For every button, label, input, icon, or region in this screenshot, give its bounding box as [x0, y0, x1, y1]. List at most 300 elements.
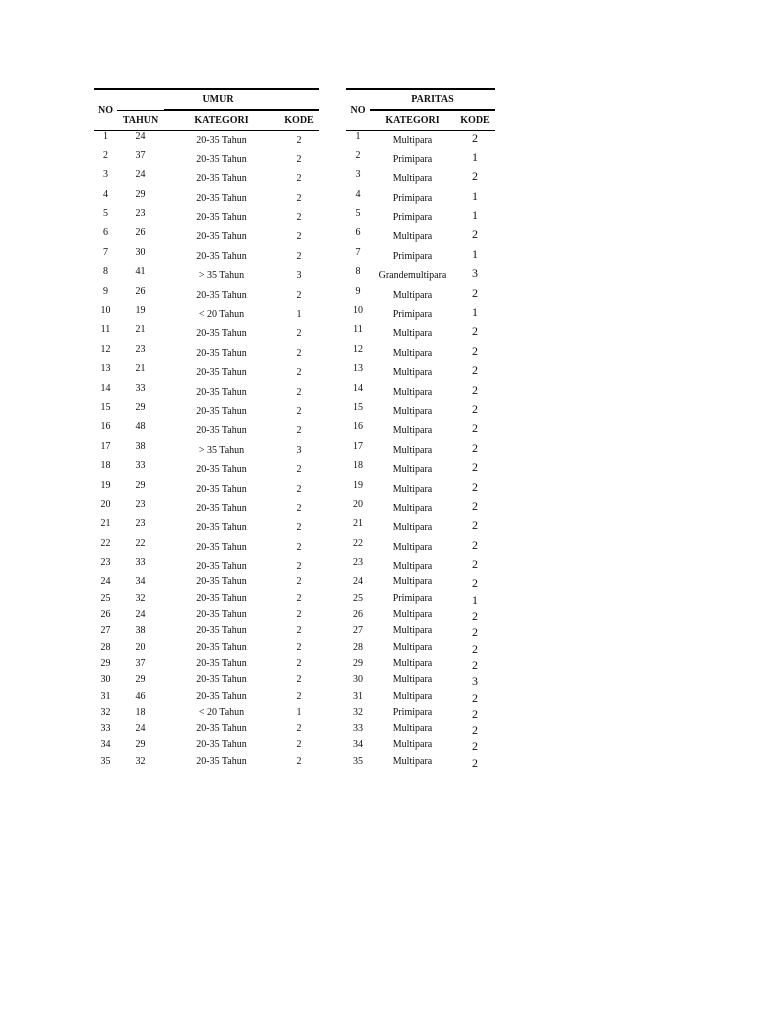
row-no-cell: 21 [100, 518, 111, 530]
row-kategori-cell: 20-35 Tahun [196, 657, 247, 669]
table-row [94, 344, 319, 363]
table-row [346, 642, 495, 658]
row-tahun-cell: 21 [135, 363, 146, 375]
row-kode-cell: 2 [472, 382, 478, 397]
row-no-cell: 18 [100, 460, 111, 472]
row-tahun-cell: 23 [135, 208, 146, 220]
row-kategori-cell: Primipara [392, 250, 433, 262]
row-tahun-cell: 26 [135, 227, 146, 239]
umur-no-header: NO [94, 89, 117, 131]
row-no-cell: 11 [100, 324, 111, 336]
row-kode-cell: 2 [472, 537, 478, 552]
row-kode-cell: 2 [296, 625, 302, 637]
table-row [94, 266, 319, 285]
row-kategori-cell: 20-35 Tahun [196, 425, 247, 437]
table-row [346, 625, 495, 641]
table-row [94, 383, 319, 402]
row-no-cell: 5 [103, 208, 108, 220]
table-row [94, 324, 319, 343]
row-kode-cell: 3 [472, 266, 478, 281]
table-row [94, 169, 319, 188]
row-no-cell: 10 [353, 305, 363, 317]
table-row [346, 247, 495, 266]
row-no-cell: 29 [100, 657, 111, 669]
row-kode-cell: 2 [472, 755, 478, 770]
row-kategori-cell: 20-35 Tahun [196, 367, 247, 379]
umur-table [94, 88, 319, 772]
row-kode-cell: 1 [296, 309, 302, 321]
row-kode-cell: 2 [296, 641, 302, 653]
row-kategori-cell: 20-35 Tahun [196, 464, 247, 476]
row-no-cell: 8 [355, 266, 361, 278]
table-row [94, 247, 319, 266]
row-kategori-cell: 20-35 Tahun [196, 192, 247, 204]
row-kode-cell: 2 [296, 212, 302, 224]
row-kategori-cell: 20-35 Tahun [196, 723, 247, 735]
row-no-cell: 35 [100, 755, 111, 767]
row-tahun-cell: 20 [135, 641, 146, 653]
row-no-cell: 28 [100, 641, 111, 653]
row-no-cell: 7 [355, 246, 361, 258]
table-row [346, 421, 495, 440]
row-kategori-cell: Multipara [392, 231, 433, 243]
row-kategori-cell: 20-35 Tahun [196, 289, 247, 301]
umur-kode-header: KODE [279, 110, 319, 131]
row-kode-cell: 2 [472, 285, 478, 300]
row-kategori-cell: Multipara [392, 386, 433, 398]
row-kategori-cell: 20-35 Tahun [196, 674, 247, 686]
row-kategori-cell: 20-35 Tahun [196, 405, 247, 417]
row-no-cell: 9 [355, 285, 361, 297]
row-tahun-cell: 32 [135, 592, 146, 604]
row-no-cell: 16 [100, 421, 111, 433]
row-no-cell: 33 [100, 723, 111, 735]
row-no-cell: 32 [353, 706, 363, 718]
row-kategori-cell: Multipara [392, 464, 433, 476]
row-kategori-cell: 20-35 Tahun [196, 690, 247, 702]
table-row [346, 169, 495, 188]
table-row [94, 609, 319, 625]
row-no-cell: 7 [103, 246, 108, 258]
row-kode-cell: 2 [472, 641, 478, 656]
row-kode-cell: 2 [472, 690, 478, 705]
row-no-cell: 26 [353, 609, 363, 621]
row-kategori-cell: 20-35 Tahun [196, 561, 247, 573]
table-row [346, 658, 495, 674]
umur-tahun-header: TAHUN [117, 110, 164, 131]
table-row [346, 707, 495, 723]
row-kategori-cell: Multipara [392, 657, 433, 669]
row-kategori-cell: Multipara [392, 739, 433, 751]
row-kode-cell: 2 [472, 657, 478, 672]
row-kategori-cell: Multipara [392, 522, 433, 534]
table-row [346, 609, 495, 625]
row-kode-cell: 3 [296, 270, 302, 282]
row-kategori-cell: Multipara [392, 444, 433, 456]
row-kategori-cell: 20-35 Tahun [196, 483, 247, 495]
row-tahun-cell: 21 [135, 324, 146, 336]
table-row [346, 305, 495, 324]
row-kategori-cell: > 35 Tahun [198, 270, 245, 282]
row-kategori-cell: 20-35 Tahun [196, 250, 247, 262]
table-row [94, 691, 319, 707]
table-row [346, 286, 495, 305]
row-no-cell: 33 [353, 723, 363, 735]
row-tahun-cell: 29 [135, 401, 146, 413]
row-no-cell: 30 [100, 674, 111, 686]
row-no-cell: 13 [353, 363, 363, 375]
row-no-cell: 3 [103, 169, 108, 181]
row-kode-cell: 2 [472, 557, 478, 572]
row-no-cell: 19 [353, 479, 363, 491]
table-row [346, 441, 495, 460]
row-kategori-cell: 20-35 Tahun [196, 541, 247, 553]
table-row [94, 674, 319, 690]
row-no-cell: 15 [100, 401, 111, 413]
row-kode-cell: 2 [472, 576, 478, 591]
row-kategori-cell: Multipara [392, 576, 433, 588]
table-row [346, 150, 495, 169]
umur-group-header: UMUR [117, 89, 319, 110]
table-row [94, 658, 319, 674]
row-kategori-cell: > 35 Tahun [198, 444, 245, 456]
row-no-cell: 9 [103, 285, 108, 297]
row-kategori-cell: Primipara [392, 153, 433, 165]
table-row [346, 723, 495, 739]
row-no-cell: 24 [100, 576, 111, 588]
row-kode-cell: 2 [472, 440, 478, 455]
row-no-cell: 15 [353, 401, 363, 413]
row-kode-cell: 2 [472, 460, 478, 475]
table-row [346, 344, 495, 363]
table-row [94, 402, 319, 421]
row-no-cell: 1 [355, 131, 361, 142]
table-row [346, 739, 495, 755]
table-row [346, 538, 495, 557]
row-kode-cell: 2 [472, 498, 478, 513]
row-no-cell: 8 [103, 266, 108, 278]
table-row [94, 625, 319, 641]
umur-kategori-header: KATEGORI [164, 110, 279, 131]
row-no-cell: 34 [100, 739, 111, 751]
row-tahun-cell: 29 [135, 739, 146, 751]
row-tahun-cell: 33 [135, 382, 146, 394]
table-row [94, 593, 319, 609]
row-kode-cell: 2 [472, 324, 478, 339]
row-no-cell: 30 [353, 674, 363, 686]
row-no-cell: 26 [100, 609, 111, 621]
row-kategori-cell: Multipara [392, 625, 433, 637]
row-kode-cell: 2 [296, 723, 302, 735]
row-kode-cell: 2 [472, 227, 478, 242]
row-kategori-cell: 20-35 Tahun [196, 502, 247, 514]
row-kategori-cell: 20-35 Tahun [196, 592, 247, 604]
table-row [94, 739, 319, 755]
table-row [346, 131, 495, 150]
table-row [94, 189, 319, 208]
table-row [94, 723, 319, 739]
row-tahun-cell: 46 [135, 690, 146, 702]
row-kode-cell: 2 [472, 723, 478, 738]
row-kategori-cell: < 20 Tahun [198, 706, 245, 718]
row-kode-cell: 2 [472, 131, 478, 145]
row-kategori-cell: Multipara [392, 405, 433, 417]
row-kode-cell: 2 [472, 518, 478, 533]
row-tahun-cell: 23 [135, 498, 146, 510]
row-tahun-cell: 22 [135, 537, 146, 549]
paritas-group-header: PARITAS [370, 89, 495, 110]
row-no-cell: 14 [353, 382, 363, 394]
row-no-cell: 25 [100, 592, 111, 604]
row-kategori-cell: Multipara [392, 561, 433, 573]
row-no-cell: 22 [353, 537, 363, 549]
row-no-cell: 24 [353, 576, 363, 588]
table-row [346, 756, 495, 772]
row-tahun-cell: 30 [135, 246, 146, 258]
row-kode-cell: 2 [472, 343, 478, 358]
paritas-kode-header: KODE [455, 110, 495, 131]
row-kategori-cell: Multipara [392, 347, 433, 359]
row-kode-cell: 2 [296, 367, 302, 379]
row-kode-cell: 2 [472, 421, 478, 436]
table-row [94, 557, 319, 576]
row-no-cell: 4 [103, 188, 108, 200]
row-kode-cell: 2 [472, 169, 478, 184]
table-row [346, 593, 495, 609]
row-kode-cell: 3 [472, 674, 478, 689]
table-row [94, 707, 319, 723]
table-row [94, 518, 319, 537]
row-tahun-cell: 26 [135, 285, 146, 297]
row-tahun-cell: 18 [135, 706, 146, 718]
table-row [346, 402, 495, 421]
row-tahun-cell: 23 [135, 343, 146, 355]
row-no-cell: 11 [353, 324, 363, 336]
row-kode-cell: 2 [296, 609, 302, 621]
row-kategori-cell: Multipara [392, 173, 433, 185]
row-no-cell: 5 [355, 208, 361, 220]
row-kode-cell: 2 [296, 192, 302, 204]
table-row [346, 480, 495, 499]
row-kode-cell: 3 [296, 444, 302, 456]
table-row [94, 576, 319, 592]
row-kode-cell: 2 [296, 425, 302, 437]
row-kategori-cell: Multipara [392, 328, 433, 340]
row-kode-cell: 2 [296, 483, 302, 495]
row-kode-cell: 2 [296, 135, 302, 146]
row-no-cell: 6 [355, 227, 361, 239]
row-kode-cell: 2 [296, 386, 302, 398]
row-kode-cell: 2 [472, 479, 478, 494]
row-kategori-cell: 20-35 Tahun [196, 576, 247, 588]
row-tahun-cell: 37 [135, 657, 146, 669]
row-no-cell: 23 [353, 557, 363, 569]
row-tahun-cell: 34 [135, 576, 146, 588]
row-no-cell: 25 [353, 592, 363, 604]
row-kategori-cell: 20-35 Tahun [196, 739, 247, 751]
table-row [94, 642, 319, 658]
row-no-cell: 19 [100, 479, 111, 491]
row-kode-cell: 1 [296, 706, 302, 718]
row-kategori-cell: 20-35 Tahun [196, 625, 247, 637]
row-kode-cell: 2 [472, 625, 478, 640]
row-kategori-cell: Multipara [392, 641, 433, 653]
row-kategori-cell: 20-35 Tahun [196, 328, 247, 340]
row-kode-cell: 2 [296, 674, 302, 686]
table-row [94, 208, 319, 227]
row-no-cell: 12 [353, 343, 363, 355]
row-tahun-cell: 37 [135, 149, 146, 161]
row-no-cell: 31 [100, 690, 111, 702]
table-row [94, 286, 319, 305]
row-no-cell: 29 [353, 657, 363, 669]
row-no-cell: 22 [100, 537, 111, 549]
row-kategori-cell: Multipara [392, 483, 433, 495]
row-no-cell: 1 [103, 131, 108, 142]
table-row [94, 131, 319, 150]
table-row [346, 208, 495, 227]
row-kode-cell: 2 [296, 592, 302, 604]
table-row [346, 460, 495, 479]
table-row [94, 227, 319, 246]
row-kode-cell: 1 [472, 149, 478, 164]
table-row [94, 363, 319, 382]
row-kategori-cell: 20-35 Tahun [196, 135, 247, 146]
row-no-cell: 17 [353, 440, 363, 452]
table-row [346, 576, 495, 592]
row-kode-cell: 2 [296, 755, 302, 767]
row-kategori-cell: Multipara [392, 502, 433, 514]
row-no-cell: 20 [100, 498, 111, 510]
row-kode-cell: 2 [296, 328, 302, 340]
row-no-cell: 32 [100, 706, 111, 718]
row-no-cell: 2 [355, 149, 361, 161]
row-no-cell: 31 [353, 690, 363, 702]
row-kode-cell: 2 [296, 250, 302, 262]
paritas-kategori-header: KATEGORI [370, 110, 455, 131]
row-kategori-cell: Primipara [392, 192, 433, 204]
row-kategori-cell: Primipara [392, 706, 433, 718]
table-row [94, 756, 319, 772]
row-no-cell: 35 [353, 755, 363, 767]
row-kode-cell: 2 [296, 464, 302, 476]
table-row [94, 305, 319, 324]
row-tahun-cell: 38 [135, 625, 146, 637]
row-kode-cell: 2 [472, 609, 478, 624]
table-row [346, 518, 495, 537]
row-kode-cell: 2 [472, 401, 478, 416]
table-row [94, 538, 319, 557]
row-no-cell: 6 [103, 227, 108, 239]
row-no-cell: 4 [355, 188, 361, 200]
row-kategori-cell: Multipara [392, 135, 433, 146]
row-tahun-cell: 32 [135, 755, 146, 767]
row-kode-cell: 2 [472, 363, 478, 378]
row-no-cell: 3 [355, 169, 361, 181]
row-kategori-cell: Primipara [392, 592, 433, 604]
row-kategori-cell: 20-35 Tahun [196, 231, 247, 243]
row-kode-cell: 1 [472, 188, 478, 203]
row-tahun-cell: 33 [135, 557, 146, 569]
row-no-cell: 12 [100, 343, 111, 355]
paritas-table [346, 88, 495, 772]
table-row [94, 421, 319, 440]
table-row [346, 383, 495, 402]
row-tahun-cell: 24 [135, 609, 146, 621]
row-no-cell: 18 [353, 460, 363, 472]
row-no-cell: 14 [100, 382, 111, 394]
row-no-cell: 34 [353, 739, 363, 751]
row-tahun-cell: 29 [135, 479, 146, 491]
row-tahun-cell: 41 [135, 266, 146, 278]
row-kategori-cell: Multipara [392, 541, 433, 553]
row-tahun-cell: 38 [135, 440, 146, 452]
table-row [94, 150, 319, 169]
table-row [346, 227, 495, 246]
row-kategori-cell: 20-35 Tahun [196, 609, 247, 621]
row-kode-cell: 2 [296, 502, 302, 514]
row-kategori-cell: Grandemultipara [378, 270, 447, 282]
paritas-rows [346, 131, 495, 773]
row-kode-cell: 2 [296, 739, 302, 751]
row-no-cell: 16 [353, 421, 363, 433]
row-tahun-cell: 29 [135, 674, 146, 686]
row-kategori-cell: < 20 Tahun [198, 309, 245, 321]
table-row [94, 441, 319, 460]
row-kategori-cell: Multipara [392, 609, 433, 621]
table-row [346, 266, 495, 285]
row-no-cell: 2 [103, 149, 108, 161]
table-row [346, 557, 495, 576]
row-kode-cell: 2 [296, 690, 302, 702]
row-kode-cell: 2 [296, 289, 302, 301]
row-kode-cell: 2 [296, 173, 302, 185]
row-kategori-cell: Multipara [392, 723, 433, 735]
row-no-cell: 13 [100, 363, 111, 375]
row-kategori-cell: Multipara [392, 367, 433, 379]
row-kode-cell: 1 [472, 305, 478, 320]
row-tahun-cell: 23 [135, 518, 146, 530]
row-kategori-cell: 20-35 Tahun [196, 386, 247, 398]
row-kode-cell: 2 [472, 706, 478, 721]
row-tahun-cell: 29 [135, 188, 146, 200]
row-no-cell: 17 [100, 440, 111, 452]
row-no-cell: 28 [353, 641, 363, 653]
row-kode-cell: 2 [296, 405, 302, 417]
table-row [346, 674, 495, 690]
row-kode-cell: 2 [296, 561, 302, 573]
row-kategori-cell: Primipara [392, 309, 433, 321]
row-tahun-cell: 19 [135, 305, 146, 317]
row-kode-cell: 1 [472, 246, 478, 261]
row-tahun-cell: 24 [135, 723, 146, 735]
row-kode-cell: 1 [472, 208, 478, 223]
row-kategori-cell: 20-35 Tahun [196, 641, 247, 653]
table-row [346, 363, 495, 382]
row-kode-cell: 2 [296, 657, 302, 669]
row-tahun-cell: 24 [135, 131, 146, 142]
row-kategori-cell: 20-35 Tahun [196, 347, 247, 359]
row-kategori-cell: 20-35 Tahun [196, 173, 247, 185]
row-kategori-cell: Multipara [392, 289, 433, 301]
table-row [94, 460, 319, 479]
row-no-cell: 23 [100, 557, 111, 569]
table-row [94, 480, 319, 499]
row-tahun-cell: 24 [135, 169, 146, 181]
paritas-no-header: NO [346, 89, 370, 131]
row-kode-cell: 2 [296, 541, 302, 553]
row-kategori-cell: Multipara [392, 425, 433, 437]
